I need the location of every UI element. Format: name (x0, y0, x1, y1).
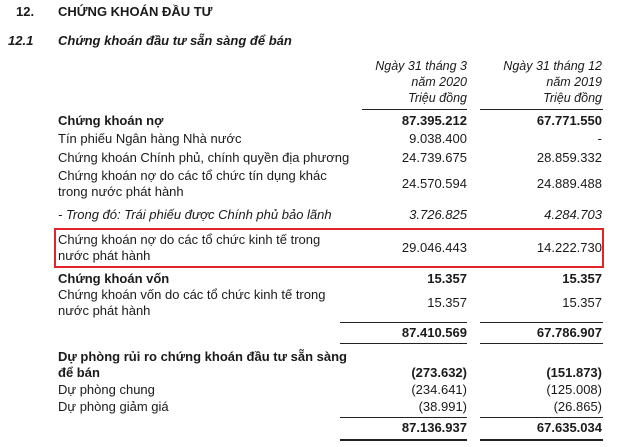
row-label-line: Chứng khoán vốn do các tổ chức kinh tế trong (58, 287, 326, 302)
row-label-line: nước phát hành (58, 248, 151, 263)
subsection-number: 12.1 (8, 33, 34, 48)
column-header-unit: Triệu đồng (408, 91, 467, 105)
row-label-credit-institution-debt (58, 168, 327, 200)
row-label-line: trong nước phát hành (58, 184, 184, 199)
subtotal-rule (340, 322, 467, 323)
row-value-2020: 24.570.594 (401, 176, 467, 191)
row-value-2019: (125.008) (546, 382, 602, 397)
total-rule (340, 417, 467, 418)
row-value-2020: 15.357 (427, 271, 467, 286)
subtotal-underline (480, 343, 603, 344)
row-label-sbv-bills: Tín phiếu Ngân hàng Nhà nước (58, 131, 242, 146)
row-value-2020: 15.357 (427, 295, 467, 310)
row-value-2019: (151.873) (546, 365, 602, 380)
section-title: CHỨNG KHOÁN ĐẦU TƯ (58, 4, 213, 19)
column-header-unit: Triệu đồng (543, 91, 602, 105)
row-label-line: Chứng khoán nợ do các tổ chức kinh tế trong (58, 232, 321, 247)
row-value-2019: - (597, 131, 602, 146)
row-label-debt-securities: Chứng khoán nợ (58, 113, 164, 128)
subtotal-value-2020: 87.410.569 (401, 325, 467, 340)
row-value-2020: (234.641) (411, 382, 467, 397)
column-header-2020 (375, 58, 467, 106)
total-double-underline (340, 439, 467, 441)
row-value-2019: 67.771.550 (536, 113, 602, 128)
column-header-date: Ngày 31 tháng 3 (375, 59, 467, 73)
row-value-2020: 87.395.212 (401, 113, 467, 128)
column-header-2019 (503, 58, 602, 106)
row-value-2020: 29.046.443 (401, 240, 467, 255)
row-label-guaranteed-bonds: - Trong đó: Trái phiếu được Chính phủ bảo lãnh (58, 207, 332, 222)
column-header-date: Ngày 31 tháng 12 (503, 59, 602, 73)
subsection-title: Chứng khoán đầu tư sẵn sàng để bán (58, 33, 292, 48)
row-label-impairment-provision: Dự phòng giảm giá (58, 399, 169, 414)
row-value-2019: 28.859.332 (536, 150, 602, 165)
row-value-2019: 24.889.488 (536, 176, 602, 191)
row-label-equity-securities: Chứng khoán vốn (58, 271, 170, 286)
subtotal-underline (340, 343, 467, 344)
row-value-2019: 15.357 (562, 271, 602, 286)
total-double-underline (480, 439, 603, 441)
total-value-2019: 67.635.034 (536, 420, 602, 435)
subtotal-rule (480, 322, 603, 323)
section-number: 12. (16, 4, 35, 19)
row-value-2020: 9.038.400 (409, 131, 467, 146)
subtotal-value-2019: 67.786.907 (536, 325, 602, 340)
row-value-2020: 24.739.675 (401, 150, 467, 165)
row-value-2019: 14.222.730 (536, 240, 602, 255)
row-value-2020: 3.726.825 (409, 207, 467, 222)
row-label-line: để bán (58, 365, 100, 380)
row-value-2019: 4.284.703 (544, 207, 602, 222)
row-label-economic-org-equity (58, 287, 325, 319)
row-label-line: Dự phòng rủi ro chứng khoán đầu tư sẵn sàng (58, 349, 347, 364)
row-label-economic-org-debt (58, 232, 320, 264)
row-label-general-provision: Dự phòng chung (58, 382, 155, 397)
column-header-rule (362, 109, 467, 110)
row-label-government-securities: Chứng khoán Chính phủ, chính quyền địa phương (58, 150, 350, 165)
row-value-2020: (38.991) (418, 399, 467, 414)
row-value-2019: (26.865) (553, 399, 602, 414)
column-header-year: năm 2019 (546, 75, 602, 89)
row-value-2019: 15.357 (562, 295, 602, 310)
column-header-rule (480, 109, 603, 110)
row-label-line: nước phát hành (58, 303, 151, 318)
row-label-line: Chứng khoán nợ do các tổ chức tín dụng khác (58, 168, 327, 183)
row-value-2020: (273.632) (411, 365, 467, 380)
total-rule (480, 417, 603, 418)
row-label-provision (58, 349, 347, 381)
column-header-year: năm 2020 (411, 75, 467, 89)
total-value-2020: 87.136.937 (401, 420, 467, 435)
